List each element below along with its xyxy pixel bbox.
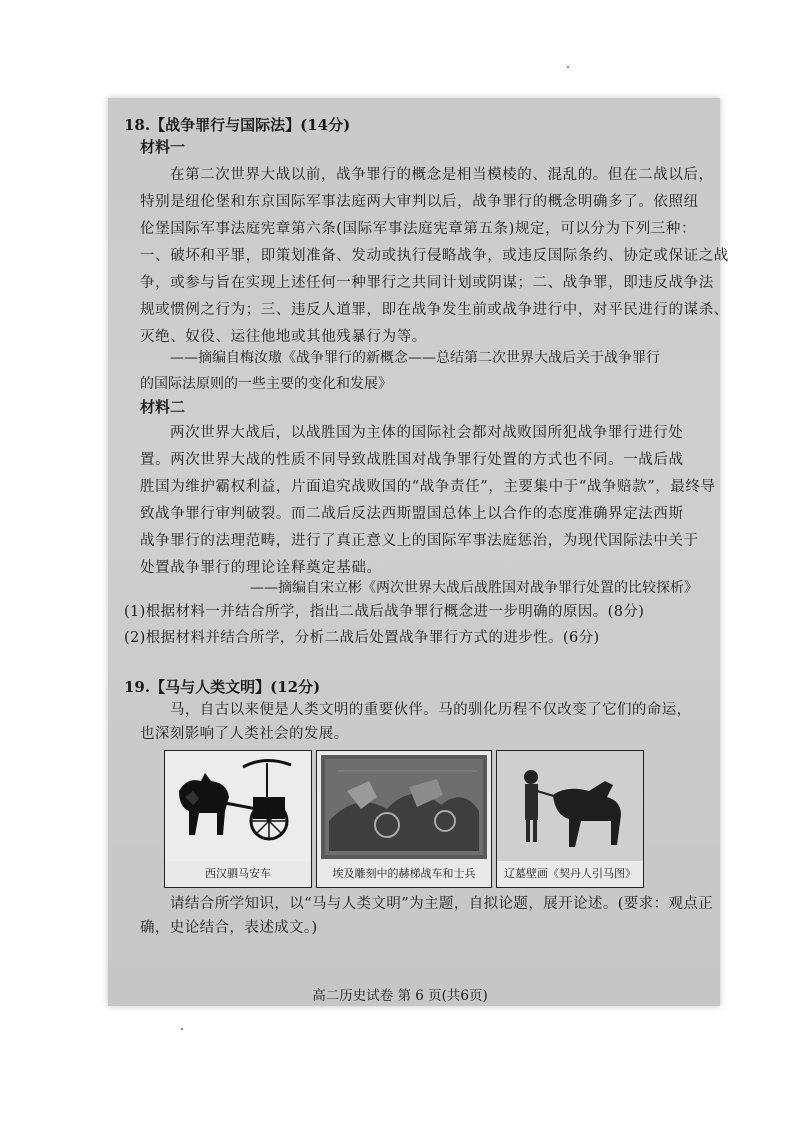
q19-task-line2: 确，史论结合，表述成文。) — [140, 920, 318, 936]
image-caption: 埃及雕刻中的赫梯战车和士兵 — [332, 867, 476, 880]
scan-speck — [567, 66, 569, 68]
material2-line: 两次世界大战后，以战胜国为主体的国际社会都对战败国所犯战争罪行进行处 — [170, 425, 684, 441]
material1-line: 在第二次世界大战以前，战争罪行的概念是相当模棱的、混乱的。但在二战以后， — [170, 167, 714, 183]
image-western-han-chariot — [164, 750, 312, 888]
image-caption: 辽墓壁画《契丹人引马图》 — [504, 867, 636, 880]
material2-line: 致战争罪行审判破裂。而二战后反法西斯盟国总体上以合作的态度准确界定法西斯 — [140, 506, 684, 522]
relief-carving-icon — [317, 751, 491, 863]
material2-cite: ——摘编自宋立彬《两次世界大战后战胜国对战争罪行处置的比较探析》 — [250, 580, 698, 596]
q18-title: 18.【战争罪行与国际法】(14分) — [124, 116, 351, 134]
material1-line: 一、破坏和平罪，即策划准备、发动或执行侵略战争，或违反国际条约、协定或保证之战 — [140, 248, 729, 264]
image-caption: 西汉驷马安车 — [205, 867, 271, 880]
material2-line: 处置战争罪行的理论诠释奠定基础。 — [140, 560, 382, 576]
material2-label: 材料二 — [140, 398, 186, 416]
material1-line: 规或惯例之行为；三、违反人道罪，即在战争发生前或战争进行中，对平民进行的谋杀、 — [140, 302, 729, 318]
material1-text — [140, 162, 729, 351]
material1-label: 材料一 — [140, 138, 186, 156]
material1-cite-line1: ——摘编自梅汝璈《战争罪行的新概念——总结第二次世界大战后关于战争罪行 — [170, 350, 660, 366]
q19-intro-line2: 也深刻影响了人类社会的发展。 — [140, 726, 349, 742]
q19-task-line1: 请结合所学知识，以“马与人类文明”为主题，自拟论题，展开论述。(要求：观点正 — [170, 896, 714, 912]
q18-question2: (2)根据材料并结合所学，分析二战后处置战争罪行方式的进步性。(6分) — [124, 630, 600, 646]
material1-line: 特别是纽伦堡和东京国际军事法庭两大审判以后，战争罪行的概念明确多了。依照纽 — [140, 194, 699, 210]
material2-line: 胜国为维护霸权利益，片面追究战败国的“战争责任”，主要集中于“战争赔款”，最终导 — [140, 479, 716, 495]
material2-line: 置。两次世界大战的性质不同导致战胜国对战争罪行处置的方式也不同。一战后战 — [140, 452, 684, 468]
mural-horse-icon — [497, 751, 643, 861]
q18-question1: (1)根据材料一并结合所学，指出二战后战争罪行概念进一步明确的原因。(8分) — [124, 604, 645, 620]
material1-line: 争，或参与旨在实现上述任何一种罪行之共同计划或阴谋；二、战争罪，即违反战争法 — [140, 275, 714, 291]
material1-line: 灭绝、奴役、运往他地或其他残暴行为等。 — [140, 329, 427, 345]
scan-speck — [181, 1028, 183, 1030]
material1-line: 伦堡国际军事法庭宪章第六条(国际军事法庭宪章第五条)规定，可以分为下列三种： — [140, 221, 697, 237]
page-footer: 高二历史试卷 第 6 页(共6页) — [312, 988, 488, 1004]
q19-intro-line1: 马，自古以来便是人类文明的重要伙伴。马的驯化历程不仅改变了它们的命运， — [170, 702, 692, 718]
material2-line: 战争罪行的法理范畴，进行了真正意义上的国际军事法庭惩治，为现代国际法中关于 — [140, 533, 699, 549]
q19-title: 19.【马与人类文明】(12分) — [124, 678, 321, 696]
material1-cite-line2: 的国际法原则的一些主要的变化和发展》 — [140, 376, 392, 392]
image-egyptian-relief — [316, 750, 492, 888]
chariot-silhouette-icon — [165, 751, 311, 861]
image-liao-tomb-mural — [496, 750, 644, 888]
material2-text — [140, 420, 716, 582]
